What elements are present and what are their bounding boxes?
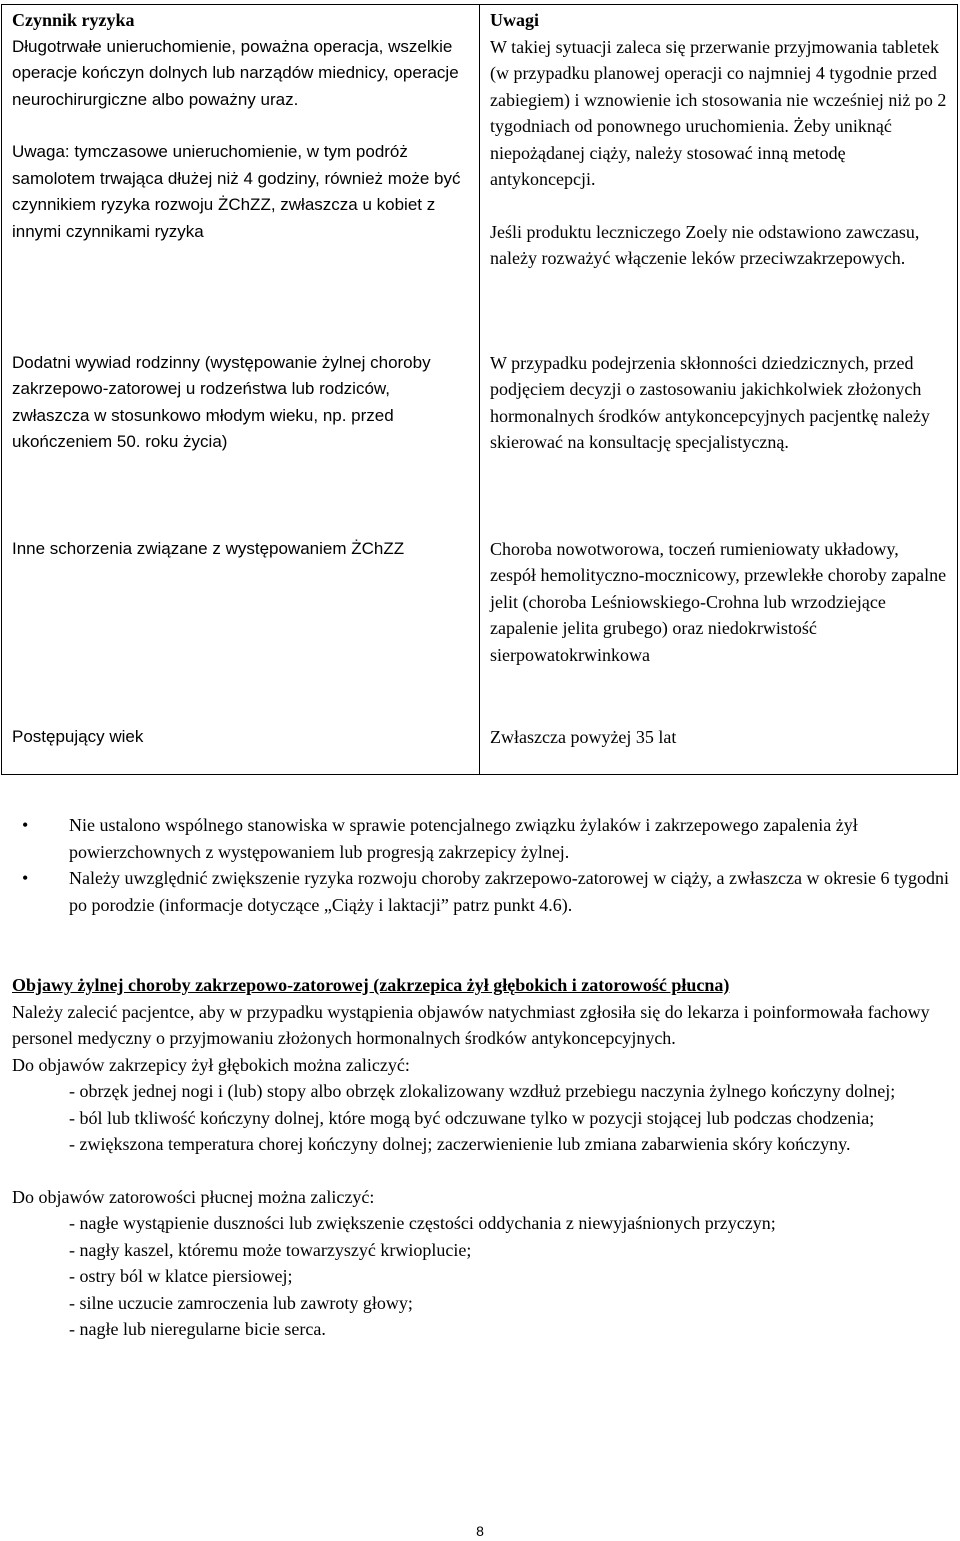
list-item: - zwiększona temperatura chorej kończyny dolnej; zaczerwienienie lub zmiana zabarwienia skóry kończyny.: [69, 1134, 851, 1154]
bullet-icon: •: [22, 815, 29, 835]
dvt-intro: Do objawów zakrzepicy żył głębokich można zaliczyć:: [12, 1054, 410, 1075]
pe-intro: Do objawów zatorowości płucnej można zaliczyć:: [12, 1186, 375, 1207]
list-item: - nagły kaszel, któremu może towarzyszyć krwioplucie;: [69, 1239, 472, 1260]
paragraph-gap: [12, 113, 469, 139]
cell-paragraph: Postępujący wiek: [12, 726, 144, 746]
cell-paragraph: Długotrwałe unieruchomienie, poważna operacja, wszelkie operacje kończyn dolnych lub narządów miednicy, operacje neurochirurgiczne albo poważny uraz.: [12, 36, 459, 109]
remarks-cell: [480, 34, 958, 350]
cell-paragraph: W przypadku podejrzenia skłonności dziedzicznych, przed podjęciem decyzji o zastosowaniu jakichkolwiek złożonych hormonalnych środków antykoncepcyjnych pacjentkę należy skierować na konsultację specjalistyczną.: [490, 352, 930, 452]
column-header-risk-factor: Czynnik ryzyka: [2, 5, 480, 34]
risk-factor-table: [1, 4, 958, 775]
list-item: - nagłe wystąpienie duszności lub zwiększenie częstości oddychania z niewyjaśnionych przyczyn;: [69, 1213, 776, 1233]
paragraph-gap: [12, 1158, 942, 1184]
cell-paragraph: Inne schorzenia związane z występowaniem ŻChZZ: [12, 538, 405, 558]
section-heading: Objawy żylnej choroby zakrzepowo-zatorowej (zakrzepica żył głębokich i zatorowość płucna): [12, 975, 730, 995]
intro-paragraph: Należy zalecić pacjentce, aby w przypadku wystąpienia objawów natychmiast zgłosiła się do lekarza i poinformowała fachowy personel medyczny o przyjmowaniu złożonych hormonalnych środków antykoncepcyjnych.: [12, 1001, 930, 1048]
list-item: [0, 812, 960, 865]
table-row: [2, 350, 958, 536]
bullet-text: Należy uwzględnić zwiększenie ryzyka rozwoju choroby zakrzepowo-zatorowej w ciąży, a zwłaszcza w okresie 6 tygodni po porodzie (informacje dotyczące „Ciąży i laktacji” patrz punkt 4.6).: [69, 868, 949, 915]
remarks-cell: [480, 724, 958, 775]
column-header-remarks: Uwagi: [480, 5, 958, 34]
list-item: - ból lub tkliwość kończyny dolnej, które mogą być odczuwane tylko w pozycji stojącej lub podczas chodzenia;: [69, 1107, 875, 1128]
risk-factor-cell: [2, 350, 480, 536]
bullet-text: Nie ustalono wspólnego stanowiska w sprawie potencjalnego związku żylaków i zakrzepowego zapalenia żył powierzchownych z występowaniem lub progresją zakrzepicy żylnej.: [69, 815, 858, 862]
symptoms-section: [12, 972, 942, 1343]
list-item: - silne uczucie zamroczenia lub zawroty głowy;: [69, 1292, 413, 1313]
table-row: [2, 536, 958, 724]
cell-paragraph: Dodatni wywiad rodzinny (występowanie żylnej choroby zakrzepowo-zatorowej u rodzeństwa lub rodziców, zwłaszcza w stosunkowo młodym wieku, np. przed ukończeniem 50. roku życia): [12, 352, 431, 451]
page-number: 8: [476, 1523, 484, 1539]
table-row: [2, 34, 958, 350]
risk-factor-cell: [2, 724, 480, 775]
bullet-icon: •: [22, 868, 29, 888]
cell-paragraph: Choroba nowotworowa, toczeń rumieniowaty układowy, zespół hemolityczno-mocznicowy, przewlekłe choroby zapalne jelit (choroba Leśniowskiego-Crohna lub wrzodziejące zapalenie jelita grubego) oraz niedokrwistość sierpowatokrwinkowa: [490, 538, 947, 665]
list-item: - nagłe lub nieregularne bicie serca.: [69, 1319, 326, 1339]
table-header-row: [2, 5, 958, 34]
list-item: [0, 865, 960, 918]
cell-paragraph: Jeśli produktu leczniczego Zoely nie odstawiono zawczasu, należy rozważyć włączenie leków przeciwzakrzepowych.: [490, 221, 920, 268]
remarks-cell: [480, 536, 958, 724]
table-row: [2, 724, 958, 775]
paragraph-gap: [490, 193, 947, 219]
risk-factor-cell: [2, 536, 480, 724]
list-item: - ostry ból w klatce piersiowej;: [69, 1266, 293, 1286]
risk-factor-cell: [2, 34, 480, 350]
list-item: - obrzęk jednej nogi i (lub) stopy albo obrzęk zlokalizowany wzdłuż przebiegu naczynia żylnego kończyny dolnej;: [69, 1081, 896, 1101]
cell-paragraph: Uwaga: tymczasowe unieruchomienie, w tym podróż samolotem trwająca dłużej niż 4 godziny, również może być czynnikiem ryzyka rozwoju ŻChZZ, zwłaszcza u kobiet z innymi czynnikami ryzyka: [12, 142, 461, 241]
cell-paragraph: W takiej sytuacji zaleca się przerwanie przyjmowania tabletek (w przypadku planowej operacji co najmniej 4 tygodnie przed zabiegiem) i wznowienie ich stosowania nie wcześniej niż po 2 tygodniach od ponownego uruchomienia. Żeby uniknąć niepożądanej ciąży, należy stosować inną metodę antykoncepcji.: [490, 36, 947, 189]
bullet-list: [0, 812, 960, 918]
remarks-cell: [480, 350, 958, 536]
cell-paragraph: Zwłaszcza powyżej 35 lat: [490, 726, 677, 747]
